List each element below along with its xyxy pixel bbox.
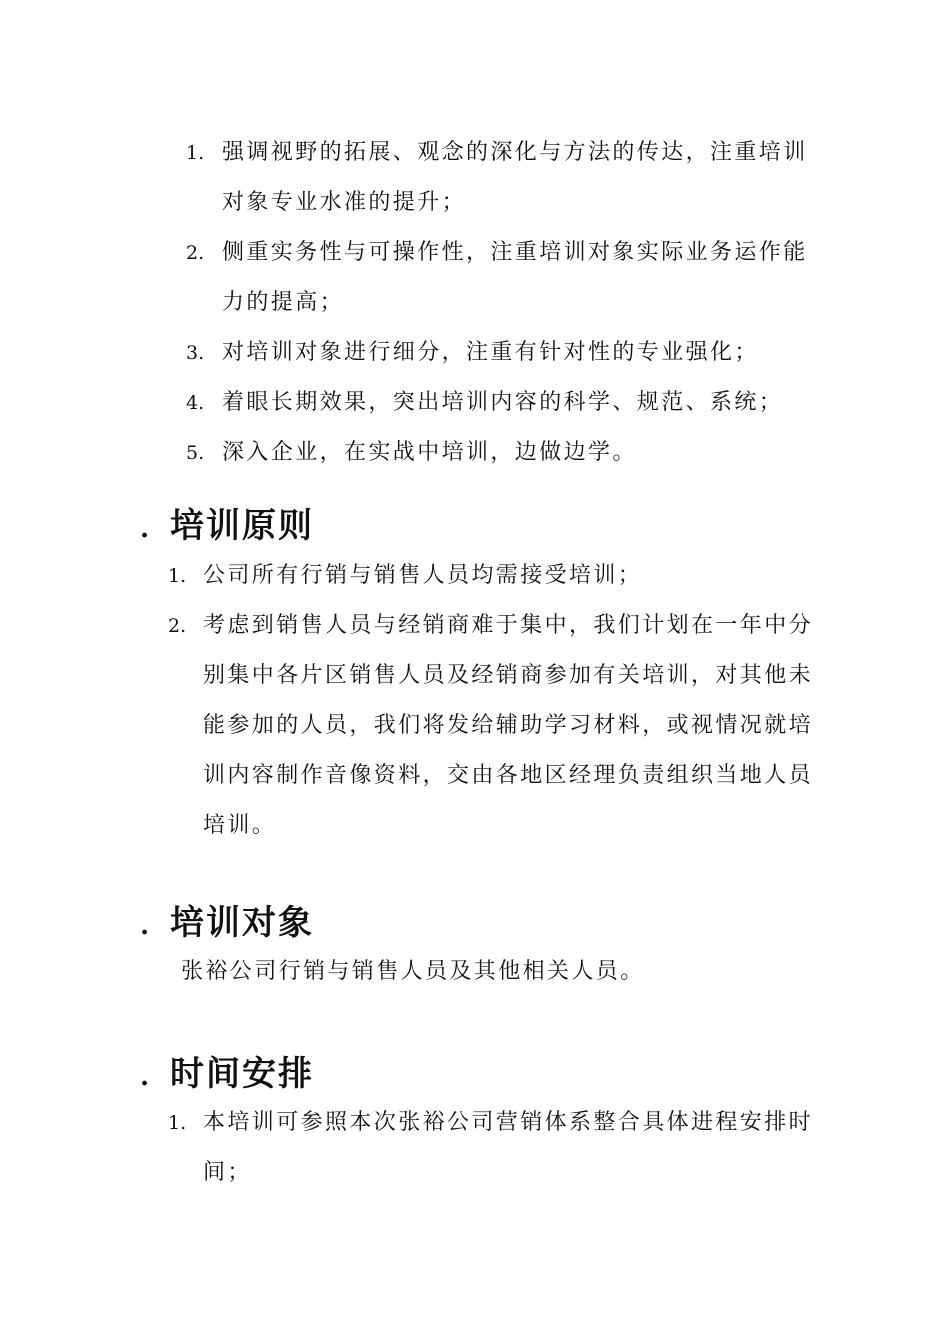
heading-bullet: . — [140, 514, 152, 544]
list-item — [168, 1098, 813, 1198]
heading-bullet: . — [140, 1062, 152, 1092]
list-item — [186, 128, 816, 228]
heading-text: 培训对象 — [170, 903, 314, 943]
section-heading-audience — [140, 900, 314, 946]
list-number: 2. — [186, 242, 205, 264]
list-text: 对培训对象进行细分，注重有针对性的专业强化； — [222, 340, 759, 365]
list-text: 侧重实务性与可操作性，注重培训对象实际业务运作能力的提高； — [222, 240, 808, 315]
list-number: 3. — [186, 342, 205, 364]
list-item — [168, 551, 813, 601]
list-text: 本培训可参照本次张裕公司营销体系整合具体进程安排时间； — [203, 1110, 814, 1185]
list-number: 1. — [168, 565, 187, 587]
principles-list — [168, 551, 813, 851]
schedule-list — [168, 1098, 813, 1198]
audience-paragraph: 张裕公司行销与销售人员及其他相关人员。 — [181, 959, 645, 984]
list-text: 公司所有行销与销售人员均需接受培训； — [203, 563, 643, 588]
list-text: 着眼长期效果，突出培训内容的科学、规范、系统； — [222, 390, 784, 415]
list-number: 5. — [186, 442, 205, 464]
heading-text: 培训原则 — [170, 506, 314, 546]
list-item — [168, 601, 813, 851]
list-item — [186, 328, 816, 378]
list-item — [186, 228, 816, 328]
section-heading-principles — [140, 503, 314, 549]
training-goals-list — [186, 128, 816, 478]
list-number: 2. — [168, 615, 187, 637]
list-item — [186, 378, 816, 428]
list-number: 4. — [186, 392, 205, 414]
list-text: 深入企业，在实战中培训，边做边学。 — [222, 440, 637, 465]
list-number: 1. — [168, 1112, 187, 1134]
list-text: 考虑到销售人员与经销商难于集中，我们计划在一年中分别集中各片区销售人员及经销商参加有关培训，对其他未能参加的人员，我们将发给辅助学习材料，或视情况就培训内容制作音像资料，交由各地区经理负责组织当地人员培训。 — [203, 613, 814, 838]
section-heading-schedule — [140, 1051, 314, 1097]
list-number: 1. — [186, 142, 205, 164]
heading-bullet: . — [140, 911, 152, 941]
list-text: 强调视野的拓展、观念的深化与方法的传达，注重培训对象专业水准的提升； — [222, 140, 808, 215]
list-item — [186, 428, 816, 478]
heading-text: 时间安排 — [170, 1054, 314, 1094]
